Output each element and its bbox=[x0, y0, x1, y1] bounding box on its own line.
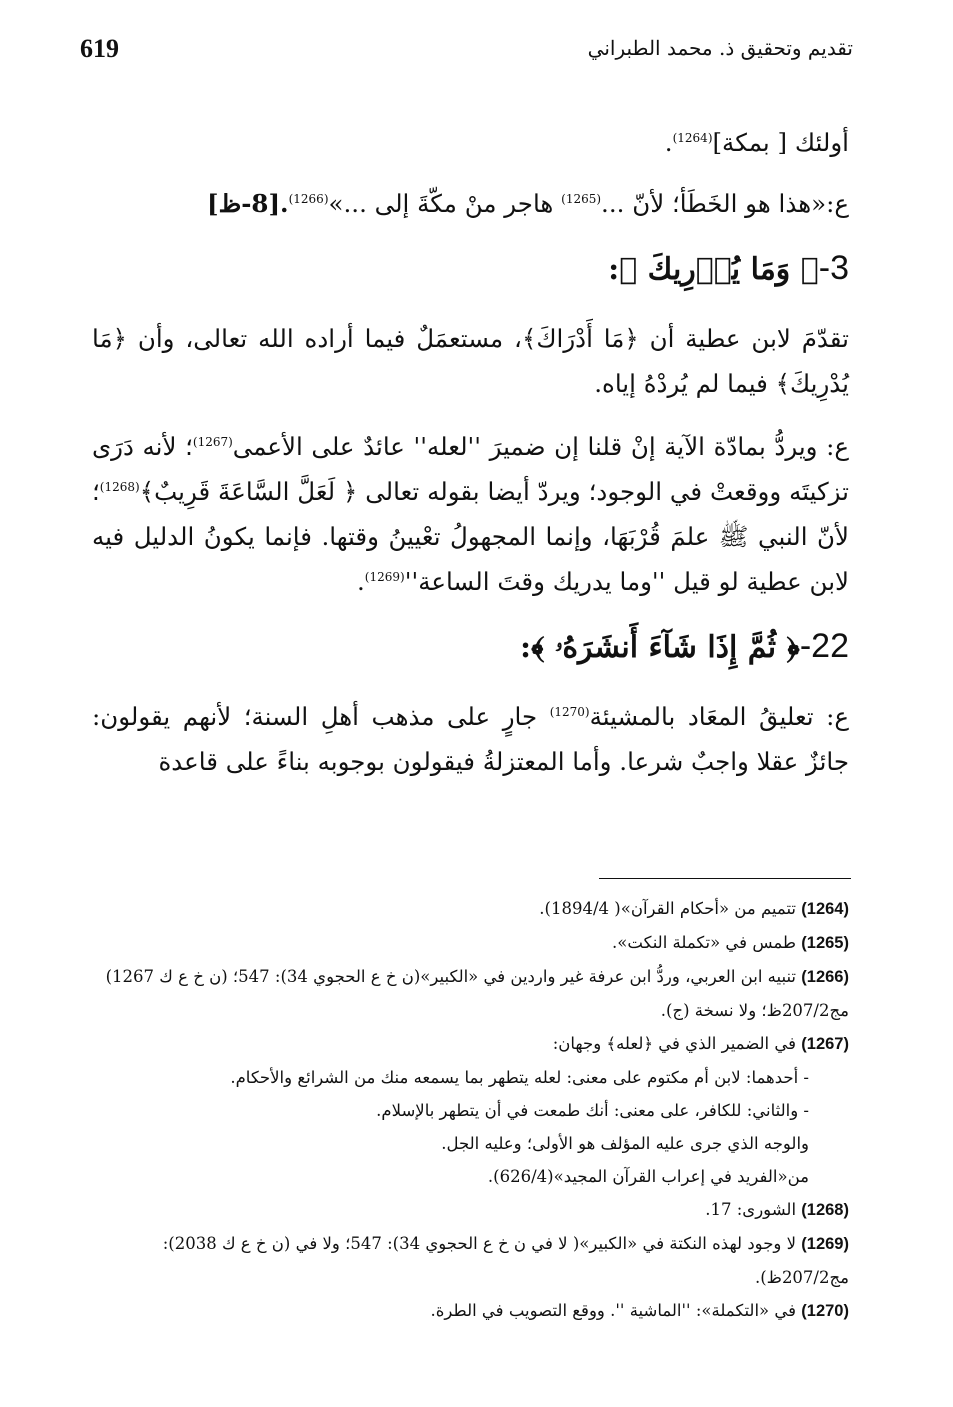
footnote-text: - أحدهما: لابن أم مكتوم على معنى: لعله يتطهر بما يسمعه منك من الشرائع والأحكام. bbox=[230, 1068, 809, 1087]
footnote-item bbox=[92, 892, 849, 926]
paragraph-text: تقدّمَ لابن عطية أن ﴿مَا أَدْرَاكَ﴾، مستعمَلٌ فيما أراده الله تعالى، وأن ﴿مَا يُدْرِيكَ﴾ فيما لم يُردْهُ إياه. bbox=[92, 324, 849, 398]
footnote-ref[interactable]: (1267) bbox=[192, 434, 233, 449]
footnote-text: والوجه الذي جرى عليه المؤلف هو الأولى؛ وعليه الجل. bbox=[441, 1134, 809, 1153]
main-text bbox=[92, 120, 849, 802]
footnote-divider bbox=[599, 878, 851, 879]
footnote-text: من«الفريد في إعراب القرآن المجيد»(626/4). bbox=[487, 1167, 809, 1186]
paragraph-text: . bbox=[357, 567, 365, 596]
footnote-number: (1269) bbox=[801, 1235, 849, 1253]
footnote-item bbox=[92, 1227, 849, 1294]
paragraph-4 bbox=[92, 424, 849, 604]
paragraph-1 bbox=[92, 120, 849, 165]
paragraph-5 bbox=[92, 694, 849, 784]
footnote-ref[interactable]: (1265) bbox=[561, 191, 602, 206]
footnote-number: (1264) bbox=[801, 900, 849, 918]
footnote-subitem bbox=[92, 1094, 849, 1127]
footnote-text: لا وجود لهذه النكتة في «الكبير»( لا في ن خ ع الحجوي 34): 547؛ ولا في (ن خ ع ك 2038): مج207/2ظ). bbox=[162, 1234, 849, 1287]
footnote-number: (1268) bbox=[801, 1201, 849, 1219]
footnote-subitem bbox=[92, 1061, 849, 1094]
heading-verse: ﴿ ثُمَّ إِذَا شَآءَ أَنشَرَهُۥ ﴾: bbox=[520, 630, 800, 665]
heading-number: 22- bbox=[799, 627, 849, 665]
footnote-ref[interactable]: (1270) bbox=[549, 704, 590, 719]
footnote-number: (1270) bbox=[801, 1302, 849, 1320]
paragraph-text: أولئك [ بمكة] bbox=[712, 128, 849, 157]
footnote-number: (1266) bbox=[801, 968, 849, 986]
footnote-text: تنبيه ابن العربي، وردُّ ابن عرفة غير واردين في «الكبير»(ن خ ع الحجوي 34): 547؛ (ن خ ع ك 1267) مج207/2ظ؛ ولا نسخة (ج). bbox=[105, 967, 849, 1020]
footnote-item bbox=[92, 960, 849, 1027]
section-heading-3 bbox=[92, 244, 849, 294]
manuscript-ref: .[8-ظ] bbox=[206, 189, 289, 218]
footnote-text: - والثاني: للكافر، على معنى: أنك طمعت في أن يتطهر بالإسلام. bbox=[376, 1101, 809, 1120]
page-header bbox=[80, 28, 853, 78]
paragraph-text: جارٍ على مذهب أهلِ السنة؛ لأنهم يقولون: جائزٌ عقلا واجبٌ شرعا. وأما المعتزلةُ فيقولون بوجوبه بناءً على قاعدة bbox=[92, 702, 849, 776]
paragraph-text: ع: ويردُّ بمادّة الآية إنْ قلنا إن ضميرَ ''لعله'' عائدٌ على الأعمى bbox=[232, 432, 849, 461]
footnote-item bbox=[92, 1294, 849, 1328]
section-heading-22 bbox=[92, 622, 849, 672]
footnote-ref[interactable]: (1264) bbox=[672, 130, 713, 145]
footnote-subitem bbox=[92, 1127, 849, 1160]
footnote-item bbox=[92, 1027, 849, 1061]
footnote-ref[interactable]: (1268) bbox=[99, 479, 140, 494]
footnote-number: (1265) bbox=[801, 934, 849, 952]
footnote-subitem bbox=[92, 1160, 849, 1193]
footnote-text: الشورى: 17. bbox=[705, 1200, 797, 1219]
footnote-item bbox=[92, 1193, 849, 1227]
footnote-ref[interactable]: (1266) bbox=[288, 191, 329, 206]
paragraph-3 bbox=[92, 316, 849, 406]
heading-number: 3- bbox=[818, 249, 849, 287]
paragraph-text: . bbox=[664, 128, 673, 157]
page-number: 619 bbox=[80, 34, 119, 63]
footnote-item bbox=[92, 926, 849, 960]
paragraph-text: ؛ لأنّ النبي ﷺ علمَ قُرْبَهَا، وإنما المجهولُ تعْيينُ وقتها. فإنما يكونُ الدليل فيه لابن عطية لو قيل ''وما يدريك وقتَ الساعة'' bbox=[92, 477, 849, 596]
heading-verse: ﴿ وَمَا يُدۡرِيكَ ﴾: bbox=[608, 252, 819, 287]
running-title: تقديم وتحقيق ذ. محمد الطبراني bbox=[587, 36, 853, 60]
paragraph-2 bbox=[92, 181, 849, 226]
footnotes bbox=[92, 892, 849, 1328]
paragraph-text: ع:«هذا هو الخَطَأ؛ لأنّ ... bbox=[601, 189, 849, 218]
footnote-ref[interactable]: (1269) bbox=[364, 569, 405, 584]
footnote-number: (1267) bbox=[801, 1035, 849, 1053]
footnote-text: في «التكملة»: ''الماشية ''. ووقع التصويب في الطرة. bbox=[430, 1301, 797, 1320]
paragraph-text: هاجر منْ مكّةَ إلى ...» bbox=[328, 189, 562, 218]
footnote-text: طمس في «تكملة النكت». bbox=[612, 933, 797, 952]
footnote-text: تتميم من «أحكام القرآن»( 1894/4). bbox=[539, 899, 797, 918]
paragraph-text: ؛ لأنه دَرَى تزكيتَه ووقعتْ في الوجود؛ ويردّ أيضا بقوله تعالى ﴿ لَعَلَّ السَّاعَةَ قَرِيبٌ﴾ bbox=[92, 432, 849, 506]
footnote-text: في الضمير الذي في ﴿لعله﴾ وجهان: bbox=[552, 1034, 797, 1053]
paragraph-text: ع: تعليقُ المعَاد بالمشيئة bbox=[589, 702, 849, 731]
